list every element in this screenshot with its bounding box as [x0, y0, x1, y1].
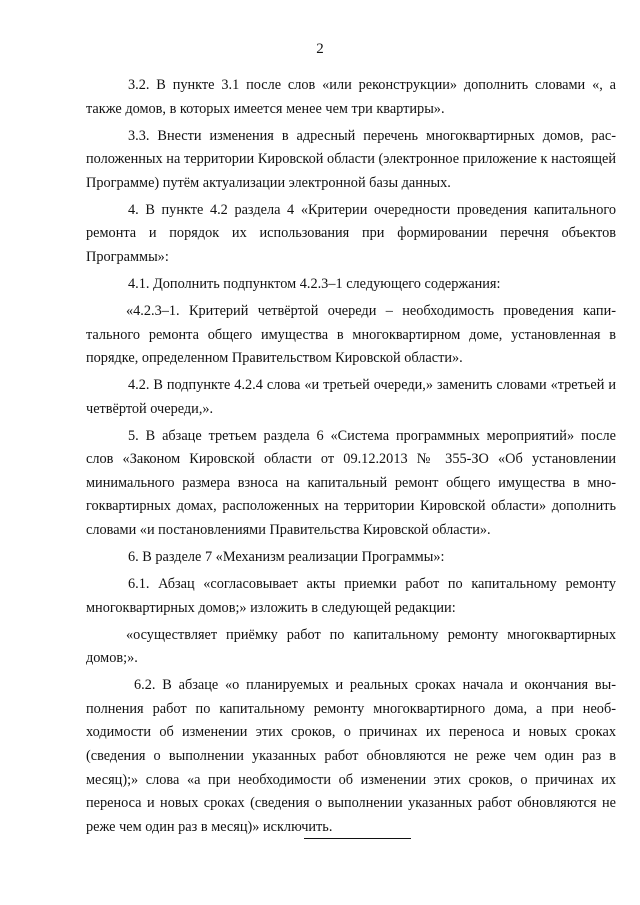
paragraph-4-1: 4.1. Дополнить подпунктом 4.2.3–1 следующего содержания:	[128, 275, 501, 292]
paragraph-3-3: 3.3. Внести изменения в адресный перечень многоквартирных домов, расположенных на территории Кировской области (электронное приложение к настоящей Программе) путём актуализации электронной базы данных.	[86, 127, 616, 191]
closing-divider-line	[304, 838, 411, 839]
paragraph-6: 6. В разделе 7 «Механизм реализации Программы»:	[128, 549, 445, 566]
paragraph-3-2: 3.2. В пункте 3.1 после слов «или реконструкции» дополнить словами «, а также домов, в которых имеется менее чем три квартиры».	[86, 77, 616, 117]
paragraph-6-1-new-wording: «осуществляет приёмку работ по капитальному ремонту многоквартирных домов;».	[86, 626, 616, 667]
paragraph-4-2-3-1-quote: «4.2.3–1. Критерий четвёртой очереди – необходимость проведения капитального ремонта общего имущества в многоквартирном доме, установленная в порядке, определенном Правительством Кировской области».	[86, 302, 616, 367]
paragraph-5: 5. В абзаце третьем раздела 6 «Система программных мероприятий» после слов «Законом Кировской области от 09.12.2013 № 355-ЗО «Об установлении минимального размера взноса на капитальный ремонт общего имущества в многоквартирных домах, расположенных на территории Кировской области» дополнить словами «и постановлениями Правительства Кировской области».	[86, 427, 616, 539]
paragraph-4: 4. В пункте 4.2 раздела 4 «Критерии очередности проведения капитального ремонта и порядок их использования при формировании перечня объектов Программы»:	[86, 201, 616, 265]
paragraph-6-2: 6.2. В абзаце «о планируемых и реальных сроках начала и окончания выполнения работ по капитальному ремонту многоквартирного дома, а при необходимости об изменении этих сроков, о причинах их переноса и новых сроках (сведения о выполнении указанных работ обновляются не реже чем один раз в месяц);» слова «а при необходимости об изменении этих сроков, о причинах их переноса и новых сроках (сведения о выполнении указанных работ обновляются не реже чем один раз в месяц)» исключить.	[86, 677, 616, 835]
page-number: 2	[316, 41, 324, 57]
document-body	[86, 74, 616, 843]
paragraph-4-2: 4.2. В подпункте 4.2.4 слова «и третьей очереди,» заменить словами «третьей и четвёртой очереди,».	[86, 377, 616, 417]
paragraph-6-1: 6.1. Абзац «согласовывает акты приемки работ по капитальному ремонту многоквартирных домов;» изложить в следующей редакции:	[86, 576, 616, 616]
